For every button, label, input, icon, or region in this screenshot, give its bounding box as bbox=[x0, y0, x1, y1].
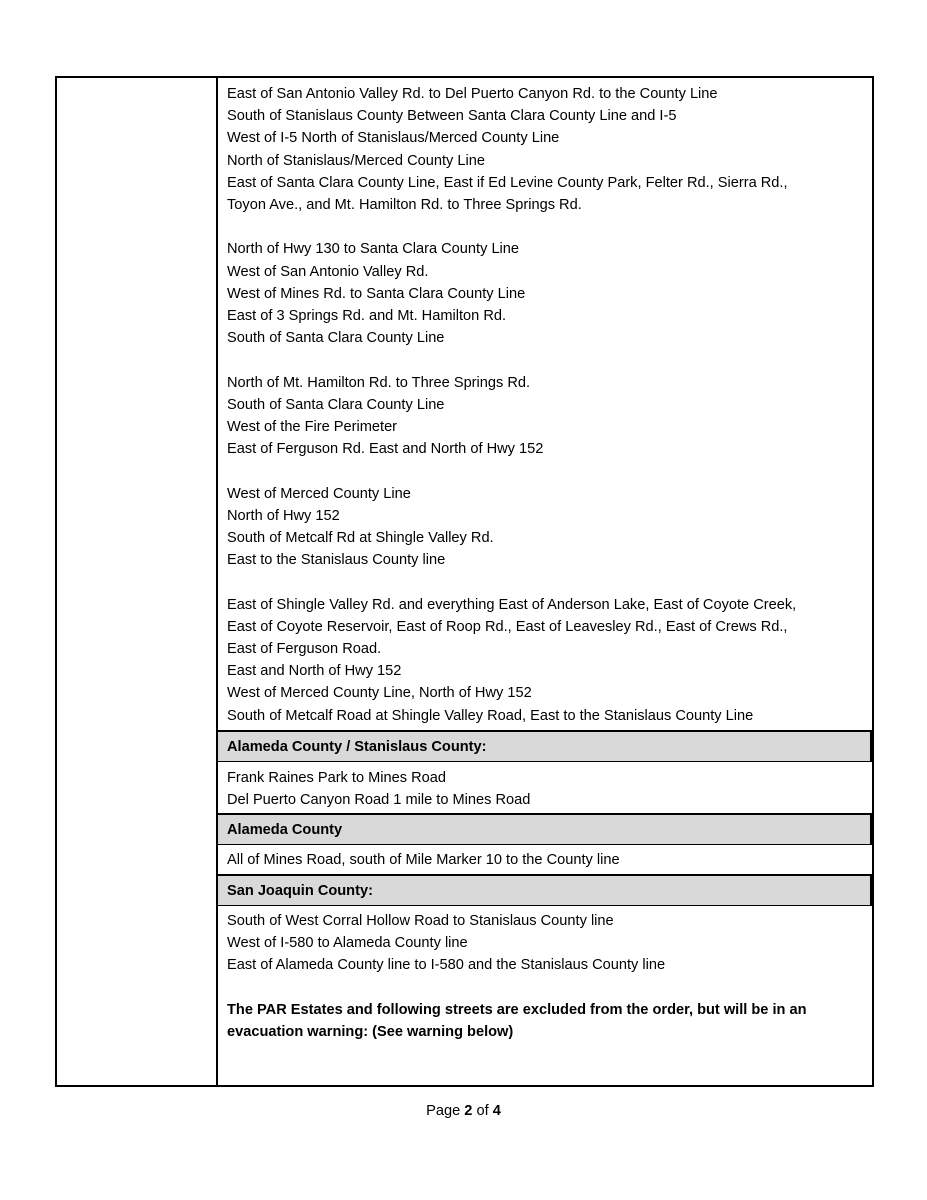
zone-line: West of Mines Rd. to Santa Clara County Line bbox=[227, 285, 526, 302]
zone-line: North of Mt. Hamilton Rd. to Three Springs Rd. bbox=[227, 374, 531, 391]
section-body bbox=[218, 845, 872, 875]
zone-line: East to the Stanislaus County line bbox=[227, 552, 446, 569]
zone-line: West of I-5 North of Stanislaus/Merced County Line bbox=[227, 130, 560, 147]
zone-line: North of Stanislaus/Merced County Line bbox=[227, 152, 485, 169]
paragraph-gap bbox=[227, 977, 863, 999]
zone-line: South of Santa Clara County Line bbox=[227, 330, 445, 347]
zone-line: East and North of Hwy 152 bbox=[227, 663, 402, 680]
page-label: Page bbox=[426, 1103, 465, 1119]
zone-line: East of 3 Springs Rd. and Mt. Hamilton Rd. bbox=[227, 308, 507, 325]
section-body bbox=[218, 762, 872, 814]
exclusion-note-line: The PAR Estates and following streets are excluded from the order, but will be in an bbox=[227, 1001, 807, 1018]
zone-line: West of Merced County Line, North of Hwy 152 bbox=[227, 685, 532, 702]
section-line: East of Alameda County line to I-580 and the Stanislaus County line bbox=[227, 957, 666, 974]
evacuation-zone-table bbox=[55, 76, 874, 1087]
zone-line: East of Ferguson Road. bbox=[227, 641, 382, 658]
section-body bbox=[218, 906, 872, 1043]
section-line: West of I-580 to Alameda County line bbox=[227, 935, 468, 952]
paragraph-gap bbox=[227, 460, 863, 482]
table-left-column bbox=[57, 78, 218, 1085]
section-header: Alameda County / Stanislaus County: bbox=[218, 731, 872, 762]
total-pages: 4 bbox=[492, 1103, 501, 1119]
zone-line: East of San Antonio Valley Rd. to Del Puerto Canyon Rd. to the County Line bbox=[227, 86, 718, 102]
page-number-footer bbox=[0, 1103, 927, 1119]
zone-line: East of Ferguson Rd. East and North of Hwy 152 bbox=[227, 441, 544, 458]
zone-line: East of Coyote Reservoir, East of Roop Rd., East of Leavesley Rd., East of Crews Rd., bbox=[227, 618, 788, 635]
section-header: Alameda County bbox=[218, 814, 872, 845]
zone-line: South of Metcalf Road at Shingle Valley Road, East to the Stanislaus County Line bbox=[227, 707, 754, 724]
section-line: All of Mines Road, south of Mile Marker 10 to the County line bbox=[227, 852, 620, 868]
section-header: San Joaquin County: bbox=[218, 875, 872, 906]
zone-line: West of the Fire Perimeter bbox=[227, 419, 398, 436]
paragraph-gap bbox=[227, 571, 863, 593]
page-of-label: of bbox=[472, 1103, 493, 1119]
zone-line: North of Hwy 130 to Santa Clara County Line bbox=[227, 241, 520, 258]
paragraph-gap bbox=[227, 216, 863, 238]
zone-line: West of Merced County Line bbox=[227, 485, 411, 502]
zone-line: North of Hwy 152 bbox=[227, 507, 340, 524]
zone-line: East of Shingle Valley Rd. and everything East of Anderson Lake, East of Coyote Creek, bbox=[227, 596, 797, 613]
zone-line: South of Metcalf Rd at Shingle Valley Rd. bbox=[227, 530, 494, 547]
section-line: Del Puerto Canyon Road 1 mile to Mines Road bbox=[227, 792, 531, 809]
exclusion-note-line: evacuation warning: (See warning below) bbox=[227, 1024, 514, 1040]
zone-line: Toyon Ave., and Mt. Hamilton Rd. to Three Springs Rd. bbox=[227, 197, 582, 214]
zone-line: West of San Antonio Valley Rd. bbox=[227, 263, 429, 280]
paragraph-gap bbox=[227, 349, 863, 371]
section-line: Frank Raines Park to Mines Road bbox=[227, 770, 446, 786]
zone-description-cell bbox=[218, 78, 872, 731]
section-line: South of West Corral Hollow Road to Stanislaus County line bbox=[227, 913, 614, 929]
zone-line: South of Stanislaus County Between Santa Clara County Line and I-5 bbox=[227, 108, 677, 125]
current-page: 2 bbox=[464, 1103, 473, 1119]
table-right-column bbox=[218, 78, 872, 1085]
zone-line: South of Santa Clara County Line bbox=[227, 396, 445, 413]
zone-line: East of Santa Clara County Line, East if Ed Levine County Park, Felter Rd., Sierra Rd., bbox=[227, 174, 788, 191]
